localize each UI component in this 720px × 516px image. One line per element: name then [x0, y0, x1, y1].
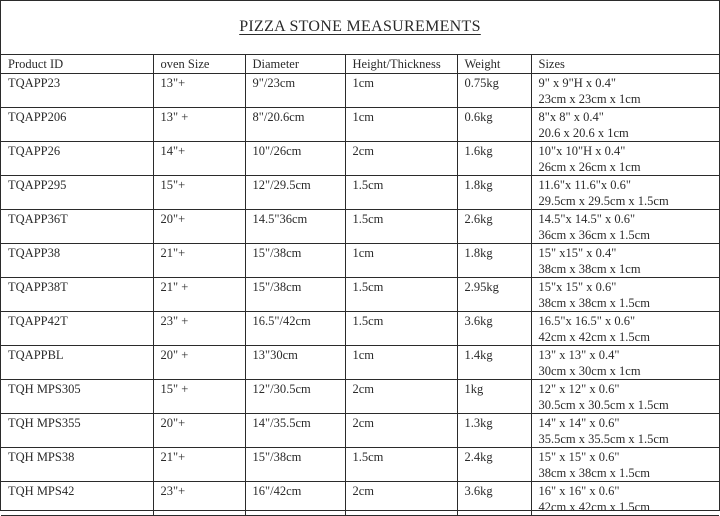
table-row — [1, 448, 719, 482]
cell-product-id — [1, 210, 153, 244]
size-inches-value: 9" x 9"H x 0.4" — [538, 76, 616, 90]
diameter-value: 14"/35.5cm — [252, 416, 311, 430]
oven-size-value: 21"+ — [160, 450, 186, 464]
cell-product-id — [1, 380, 153, 414]
height-value: 1.5cm — [352, 178, 384, 192]
size-cm-value: 30cm x 30cm x 1cm — [538, 364, 641, 378]
size-cm-value: 23cm x 23cm x 1cm — [538, 92, 641, 106]
size-inches-value: 12" x 12" x 0.6" — [538, 382, 620, 396]
size-cm-value: 20.6 x 20.6 x 1cm — [538, 126, 629, 140]
page-title: PIZZA STONE MEASUREMENTS — [239, 18, 481, 35]
cell-product-id — [1, 278, 153, 312]
product-id-value: TQAPPBL — [8, 348, 64, 362]
oven-size-value: 20" + — [160, 348, 189, 362]
diameter-value: 10"/26cm — [252, 144, 302, 158]
cell-diameter — [245, 142, 345, 176]
column-header-sizes: Sizes — [531, 55, 719, 74]
column-header-diameter: Diameter — [245, 55, 345, 74]
cell-weight — [457, 278, 531, 312]
diameter-value: 15"/38cm — [252, 280, 302, 294]
oven-size-value: 13" + — [160, 110, 189, 124]
cell-diameter — [245, 278, 345, 312]
cell-oven-size — [153, 176, 245, 210]
size-inches-value: 8"x 8" x 0.4" — [538, 110, 604, 124]
cell-weight — [457, 380, 531, 414]
weight-value: 2.6kg — [464, 212, 493, 226]
table-row — [1, 414, 719, 448]
column-header-product-id: Product ID — [1, 55, 153, 74]
cell-height — [345, 108, 457, 142]
product-id-value: TQAPP42T — [8, 314, 68, 328]
cell-sizes — [531, 312, 719, 346]
height-value: 2cm — [352, 416, 375, 430]
cell-diameter — [245, 380, 345, 414]
height-value: 1cm — [352, 246, 375, 260]
cell-product-id — [1, 142, 153, 176]
cell-weight — [457, 108, 531, 142]
cell-diameter — [245, 74, 345, 108]
diameter-value: 16"/42cm — [252, 484, 302, 498]
cell-weight — [457, 210, 531, 244]
cell-sizes — [531, 278, 719, 312]
weight-value: 1kg — [464, 382, 484, 396]
cell-weight — [457, 448, 531, 482]
weight-value: 1.4kg — [464, 348, 493, 362]
cell-oven-size — [153, 108, 245, 142]
size-cm-value: 35.5cm x 35.5cm x 1.5cm — [538, 432, 669, 446]
weight-value: 0.6kg — [464, 110, 493, 124]
product-id-value: TQH MPS355 — [8, 416, 81, 430]
oven-size-value: 15" + — [160, 382, 189, 396]
product-id-value: TQAPP38T — [8, 280, 68, 294]
cell-height — [345, 210, 457, 244]
cell-product-id — [1, 346, 153, 380]
cell-height — [345, 142, 457, 176]
height-value: 2cm — [352, 484, 375, 498]
measurements-table — [1, 55, 719, 516]
cell-sizes — [531, 108, 719, 142]
cell-weight — [457, 244, 531, 278]
size-cm-value: 36cm x 36cm x 1.5cm — [538, 228, 650, 242]
cell-sizes — [531, 448, 719, 482]
size-inches-value: 14.5"x 14.5" x 0.6" — [538, 212, 636, 226]
cell-diameter — [245, 482, 345, 516]
size-inches-value: 15" x15" x 0.4" — [538, 246, 617, 260]
cell-sizes — [531, 74, 719, 108]
cell-weight — [457, 74, 531, 108]
cell-diameter — [245, 312, 345, 346]
cell-oven-size — [153, 346, 245, 380]
size-cm-value: 42cm x 42cm x 1.5cm — [538, 330, 650, 344]
diameter-value: 15"/38cm — [252, 246, 302, 260]
height-value: 1.5cm — [352, 212, 384, 226]
cell-height — [345, 448, 457, 482]
oven-size-value: 23" + — [160, 314, 189, 328]
diameter-value: 15"/38cm — [252, 450, 302, 464]
cell-weight — [457, 142, 531, 176]
header-row — [1, 55, 719, 74]
cell-weight — [457, 312, 531, 346]
cell-sizes — [531, 380, 719, 414]
cell-diameter — [245, 210, 345, 244]
size-cm-value: 38cm x 38cm x 1cm — [538, 262, 641, 276]
oven-size-value: 21" + — [160, 280, 189, 294]
cell-product-id — [1, 74, 153, 108]
product-id-value: TQH MPS42 — [8, 484, 75, 498]
weight-value: 1.8kg — [464, 178, 493, 192]
cell-product-id — [1, 482, 153, 516]
oven-size-value: 14"+ — [160, 144, 186, 158]
cell-oven-size — [153, 448, 245, 482]
height-value: 2cm — [352, 382, 375, 396]
cell-height — [345, 414, 457, 448]
size-cm-value: 38cm x 38cm x 1.5cm — [538, 466, 650, 480]
cell-weight — [457, 482, 531, 516]
table-row — [1, 312, 719, 346]
cell-height — [345, 380, 457, 414]
cell-sizes — [531, 244, 719, 278]
cell-height — [345, 482, 457, 516]
product-id-value: TQAPP38 — [8, 246, 61, 260]
height-value: 1.5cm — [352, 450, 384, 464]
cell-height — [345, 278, 457, 312]
diameter-value: 13"30cm — [252, 348, 298, 362]
cell-diameter — [245, 176, 345, 210]
diameter-value: 16.5"/42cm — [252, 314, 311, 328]
size-inches-value: 13" x 13" x 0.4" — [538, 348, 620, 362]
cell-product-id — [1, 176, 153, 210]
oven-size-value: 23"+ — [160, 484, 186, 498]
diameter-value: 14.5"36cm — [252, 212, 308, 226]
table-row — [1, 74, 719, 108]
oven-size-value: 20"+ — [160, 416, 186, 430]
height-value: 1cm — [352, 76, 375, 90]
weight-value: 1.3kg — [464, 416, 493, 430]
height-value: 2cm — [352, 144, 375, 158]
table-row — [1, 244, 719, 278]
height-value: 1cm — [352, 348, 375, 362]
size-inches-value: 15" x 15" x 0.6" — [538, 450, 620, 464]
product-id-value: TQAPP23 — [8, 76, 61, 90]
cell-oven-size — [153, 312, 245, 346]
column-header-weight: Weight — [457, 55, 531, 74]
diameter-value: 12"/30.5cm — [252, 382, 311, 396]
size-inches-value: 10"x 10"H x 0.4" — [538, 144, 626, 158]
product-id-value: TQAPP206 — [8, 110, 67, 124]
size-cm-value: 38cm x 38cm x 1.5cm — [538, 296, 650, 310]
table-row — [1, 142, 719, 176]
table-row — [1, 482, 719, 516]
cell-height — [345, 312, 457, 346]
table-row — [1, 346, 719, 380]
cell-sizes — [531, 176, 719, 210]
oven-size-value: 15"+ — [160, 178, 186, 192]
cell-height — [345, 74, 457, 108]
cell-sizes — [531, 414, 719, 448]
cell-oven-size — [153, 74, 245, 108]
cell-product-id — [1, 312, 153, 346]
cell-oven-size — [153, 414, 245, 448]
cell-diameter — [245, 346, 345, 380]
cell-diameter — [245, 448, 345, 482]
column-header-oven-size: oven Size — [153, 55, 245, 74]
cell-height — [345, 346, 457, 380]
cell-oven-size — [153, 142, 245, 176]
table-row — [1, 108, 719, 142]
weight-value: 1.8kg — [464, 246, 493, 260]
table-row — [1, 278, 719, 312]
cell-height — [345, 176, 457, 210]
cell-diameter — [245, 108, 345, 142]
size-cm-value: 30.5cm x 30.5cm x 1.5cm — [538, 398, 669, 412]
size-inches-value: 16" x 16" x 0.6" — [538, 484, 620, 498]
diameter-value: 9"/23cm — [252, 76, 296, 90]
weight-value: 3.6kg — [464, 484, 493, 498]
table-row — [1, 210, 719, 244]
size-inches-value: 14" x 14" x 0.6" — [538, 416, 620, 430]
column-header-height: Height/Thickness — [345, 55, 457, 74]
cell-sizes — [531, 142, 719, 176]
oven-size-value: 21"+ — [160, 246, 186, 260]
cell-oven-size — [153, 278, 245, 312]
weight-value: 0.75kg — [464, 76, 499, 90]
cell-product-id — [1, 108, 153, 142]
cell-weight — [457, 176, 531, 210]
product-id-value: TQAPP26 — [8, 144, 61, 158]
cell-sizes — [531, 346, 719, 380]
weight-value: 2.95kg — [464, 280, 499, 294]
cell-height — [345, 244, 457, 278]
cell-diameter — [245, 414, 345, 448]
size-inches-value: 11.6"x 11.6"x 0.6" — [538, 178, 632, 192]
cell-oven-size — [153, 380, 245, 414]
cell-product-id — [1, 244, 153, 278]
cell-oven-size — [153, 244, 245, 278]
product-id-value: TQAPP36T — [8, 212, 68, 226]
cell-oven-size — [153, 210, 245, 244]
cell-sizes — [531, 482, 719, 516]
weight-value: 1.6kg — [464, 144, 493, 158]
product-id-value: TQAPP295 — [8, 178, 67, 192]
height-value: 1.5cm — [352, 280, 384, 294]
product-id-value: TQH MPS305 — [8, 382, 81, 396]
size-inches-value: 16.5"x 16.5" x 0.6" — [538, 314, 636, 328]
oven-size-value: 13"+ — [160, 76, 186, 90]
cell-weight — [457, 346, 531, 380]
cell-diameter — [245, 244, 345, 278]
weight-value: 3.6kg — [464, 314, 493, 328]
diameter-value: 12"/29.5cm — [252, 178, 311, 192]
table-row — [1, 176, 719, 210]
title-row — [1, 1, 719, 55]
size-inches-value: 15"x 15" x 0.6" — [538, 280, 617, 294]
diameter-value: 8"/20.6cm — [252, 110, 305, 124]
height-value: 1.5cm — [352, 314, 384, 328]
weight-value: 2.4kg — [464, 450, 493, 464]
cell-weight — [457, 414, 531, 448]
table-row — [1, 380, 719, 414]
cell-product-id — [1, 414, 153, 448]
size-cm-value: 42cm x 42cm x 1.5cm — [538, 500, 650, 514]
cell-sizes — [531, 210, 719, 244]
size-cm-value: 29.5cm x 29.5cm x 1.5cm — [538, 194, 669, 208]
height-value: 1cm — [352, 110, 375, 124]
oven-size-value: 20"+ — [160, 212, 186, 226]
cell-oven-size — [153, 482, 245, 516]
cell-product-id — [1, 448, 153, 482]
product-id-value: TQH MPS38 — [8, 450, 75, 464]
size-cm-value: 26cm x 26cm x 1cm — [538, 160, 641, 174]
